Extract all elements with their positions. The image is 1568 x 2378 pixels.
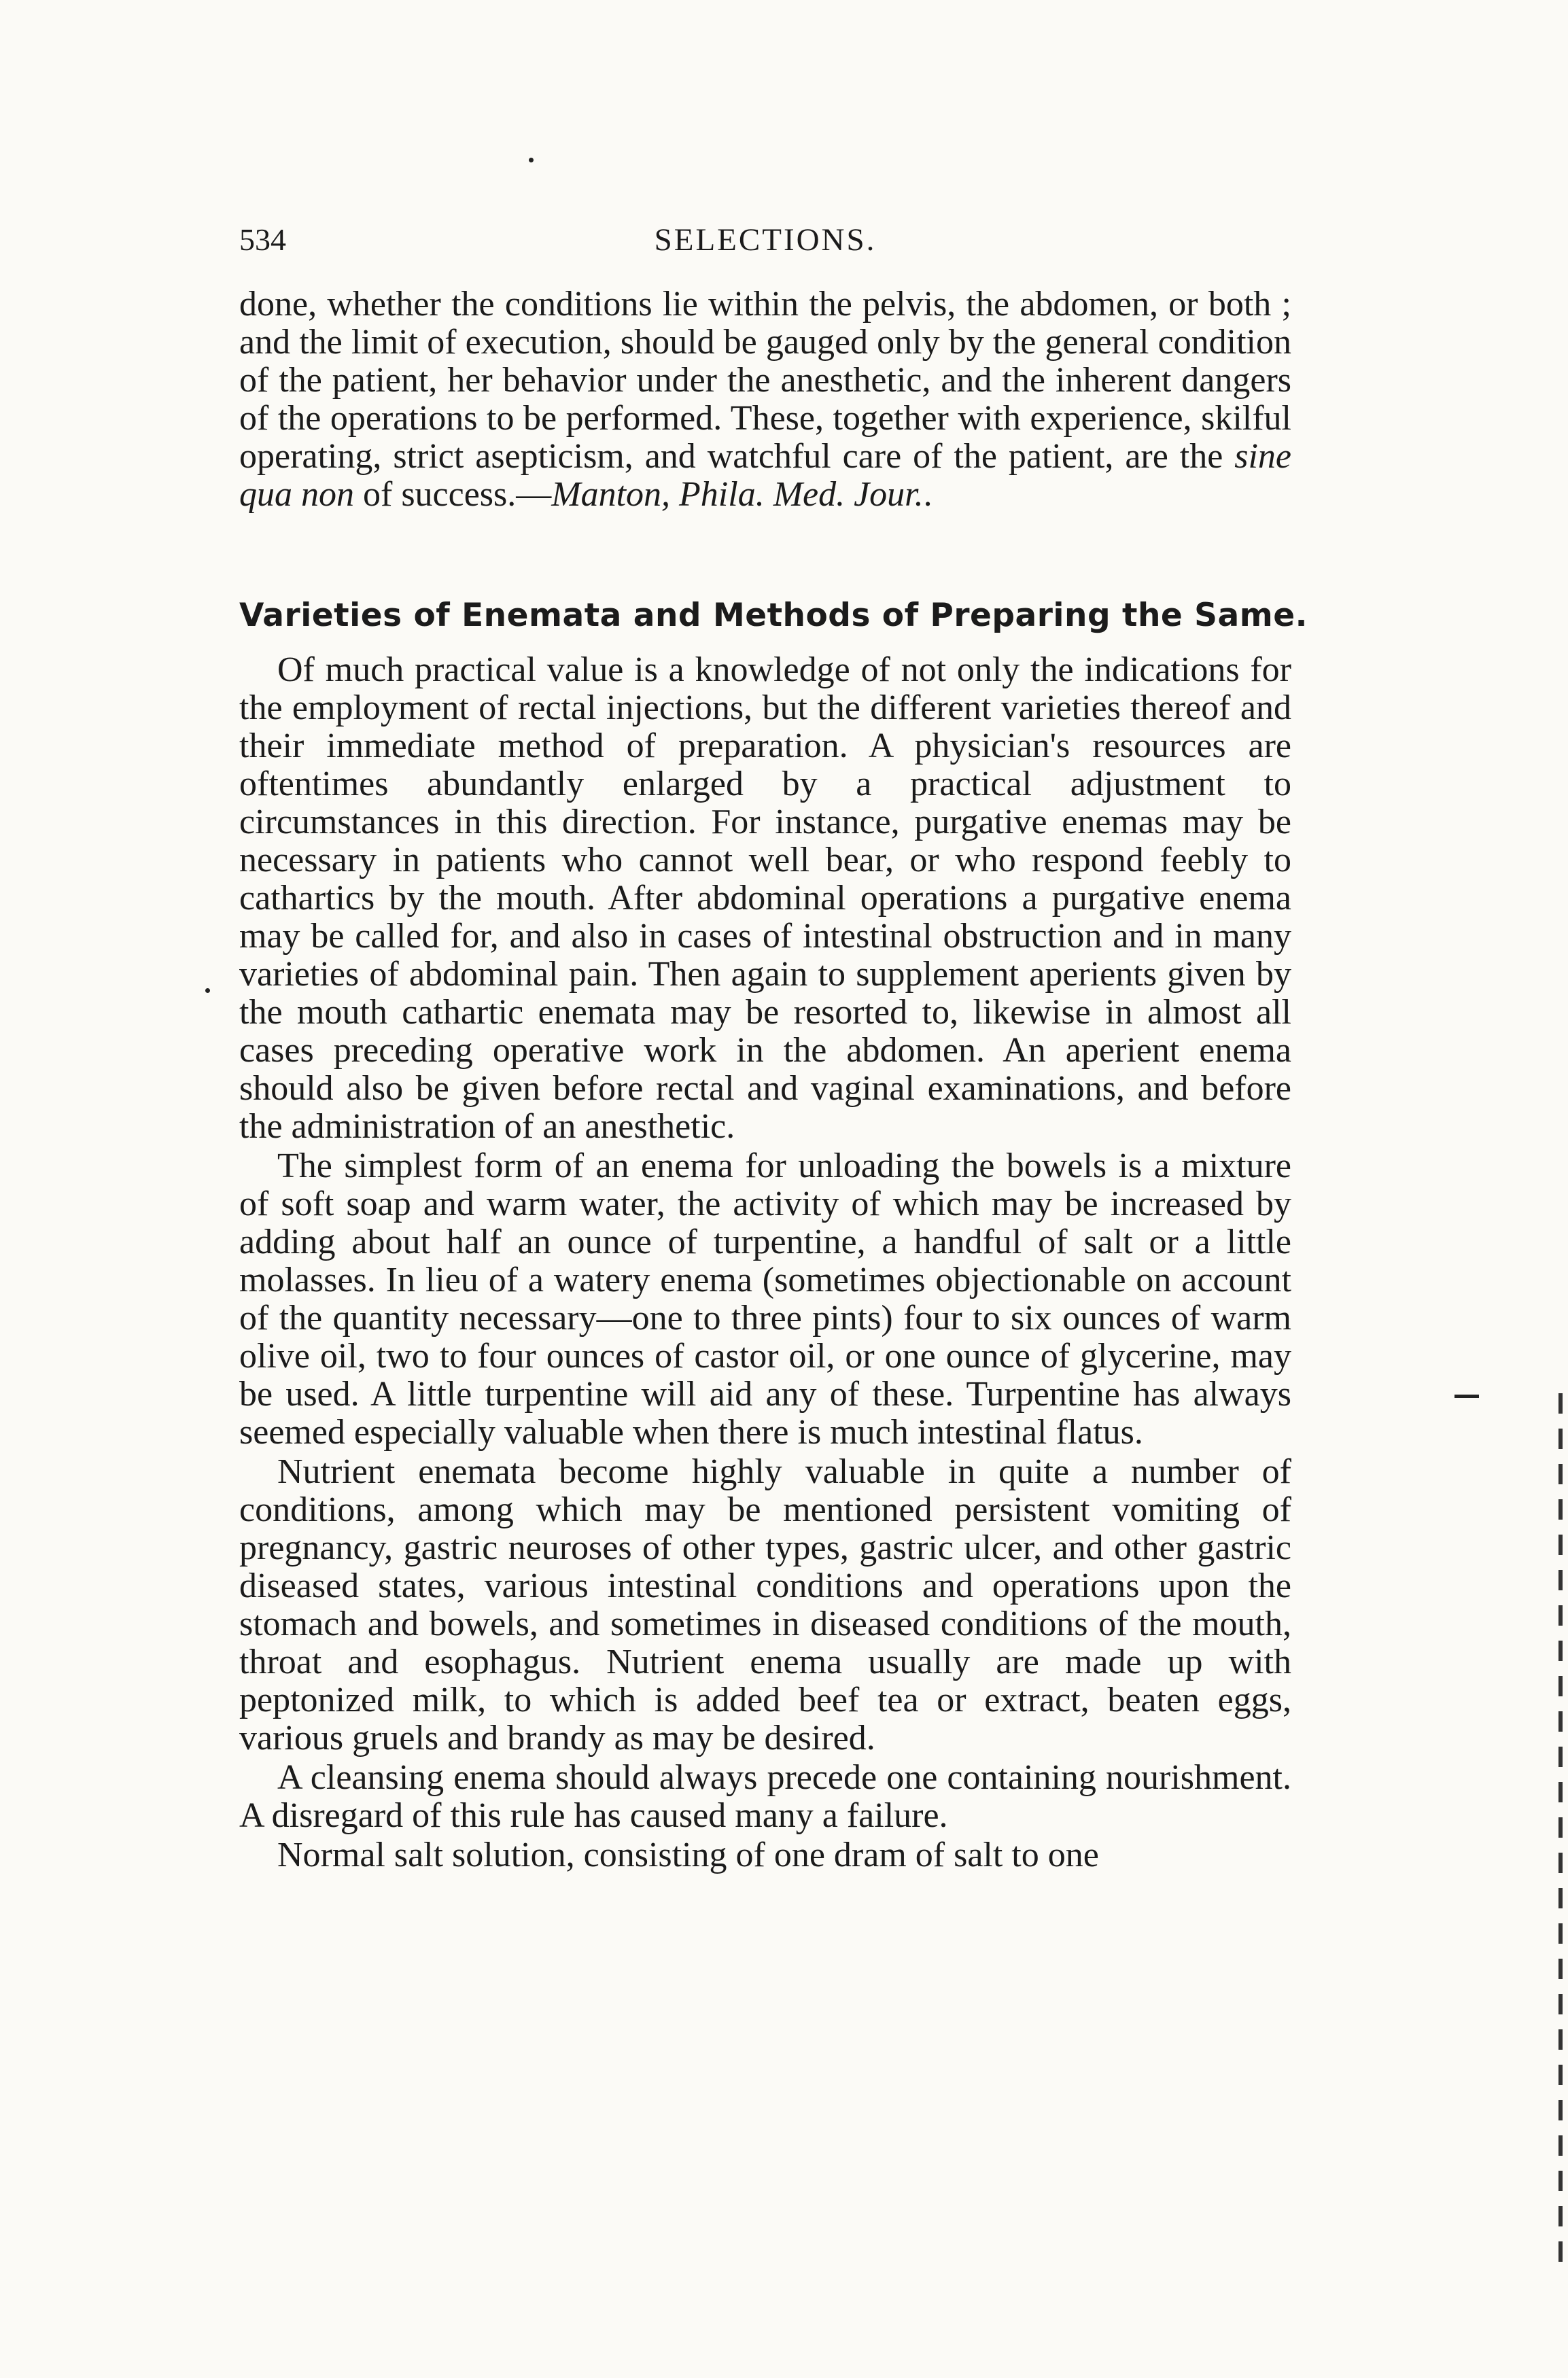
margin-dot: [205, 988, 210, 993]
citation: Manton, Phila. Med. Jour.: [551, 475, 924, 514]
intro-paragraph: [239, 285, 1291, 514]
page-number: 534: [239, 222, 286, 257]
paragraph: Nutrient enemata become highly valuable in quite a number of conditions, among which may be mentioned persistent vomiting of pregnancy, gastric neuroses of other types, gastric ulcer, and other gastric diseased states, various intestinal conditions and operations upon the stomach and bowels, and sometimes in diseased conditions of the mouth, throat and esophagus. Nutrient enema usually are made up with peptonized milk, to which is added beef tea or extract, beaten eggs, various gruels and brandy as may be desired.: [239, 1452, 1291, 1758]
running-head: [239, 221, 1291, 262]
scan-speck: [529, 158, 534, 162]
latin-phrase: sine qua non: [239, 437, 1291, 514]
intro-after-latin: of success.—: [363, 475, 552, 514]
article-body: [239, 651, 1291, 1876]
margin-dash: [1454, 1395, 1479, 1398]
paragraph: Normal salt solution, consisting of one dram of salt to one: [277, 1836, 1099, 1874]
intro-trailing: .: [923, 475, 933, 514]
running-title: SELECTIONS.: [654, 222, 877, 258]
paragraph: Of much practical value is a knowledge of not only the indications for the employment of rectal injections, but the different varieties thereof and their immediate method of preparation. A physician's resources are oftentimes abundantly enlarged by a practical adjustment to circumstances in this direction. For instance, purgative enemas may be necessary in patients who cannot well bear, or who respond feebly to cathartics by the mouth. After abdominal operations a purgative enema may be called for, and also in cases of intestinal obstruction and in many varieties of abdominal pain. Then again to supplement aperients given by the mouth cathartic enemata may be resorted to, likewise in almost all cases preceding operative work in the abdomen. An aperient enema should also be given before rectal and vaginal examinations, and before the administration of an anesthetic.: [239, 650, 1291, 1146]
article-heading: Varieties of Enemata and Methods of Preparing the Same.: [239, 597, 1308, 634]
paragraph: A cleansing enema should always precede one containing nourishment. A disregard of this rule has caused many a failure.: [239, 1758, 1291, 1835]
intro-text: done, whether the conditions lie within the pelvis, the abdomen, or both ; and the limit of execution, should be gauged only by the general condition of the patient, her behavior under the anesthetic, and the inherent dangers of the operations to be performed. These, together with experience, skilful operating, strict asepticism, and watchful care of the patient, are the: [239, 285, 1291, 476]
paragraph: The simplest form of an enema for unloading the bowels is a mixture of soft soap and warm water, the activity of which may be increased by adding about half an ounce of turpentine, a handful of salt or a little molasses. In lieu of a watery enema (sometimes objectionable on account of the quantity necessary—one to three pints) four to six ounces of warm olive oil, two to four ounces of castor oil, or one ounce of glycerine, may be used. A little turpentine will aid any of these. Turpentine has always seemed especially valuable when there is much intestinal flatus.: [239, 1147, 1291, 1452]
binding-edge: [1558, 1393, 1563, 2277]
